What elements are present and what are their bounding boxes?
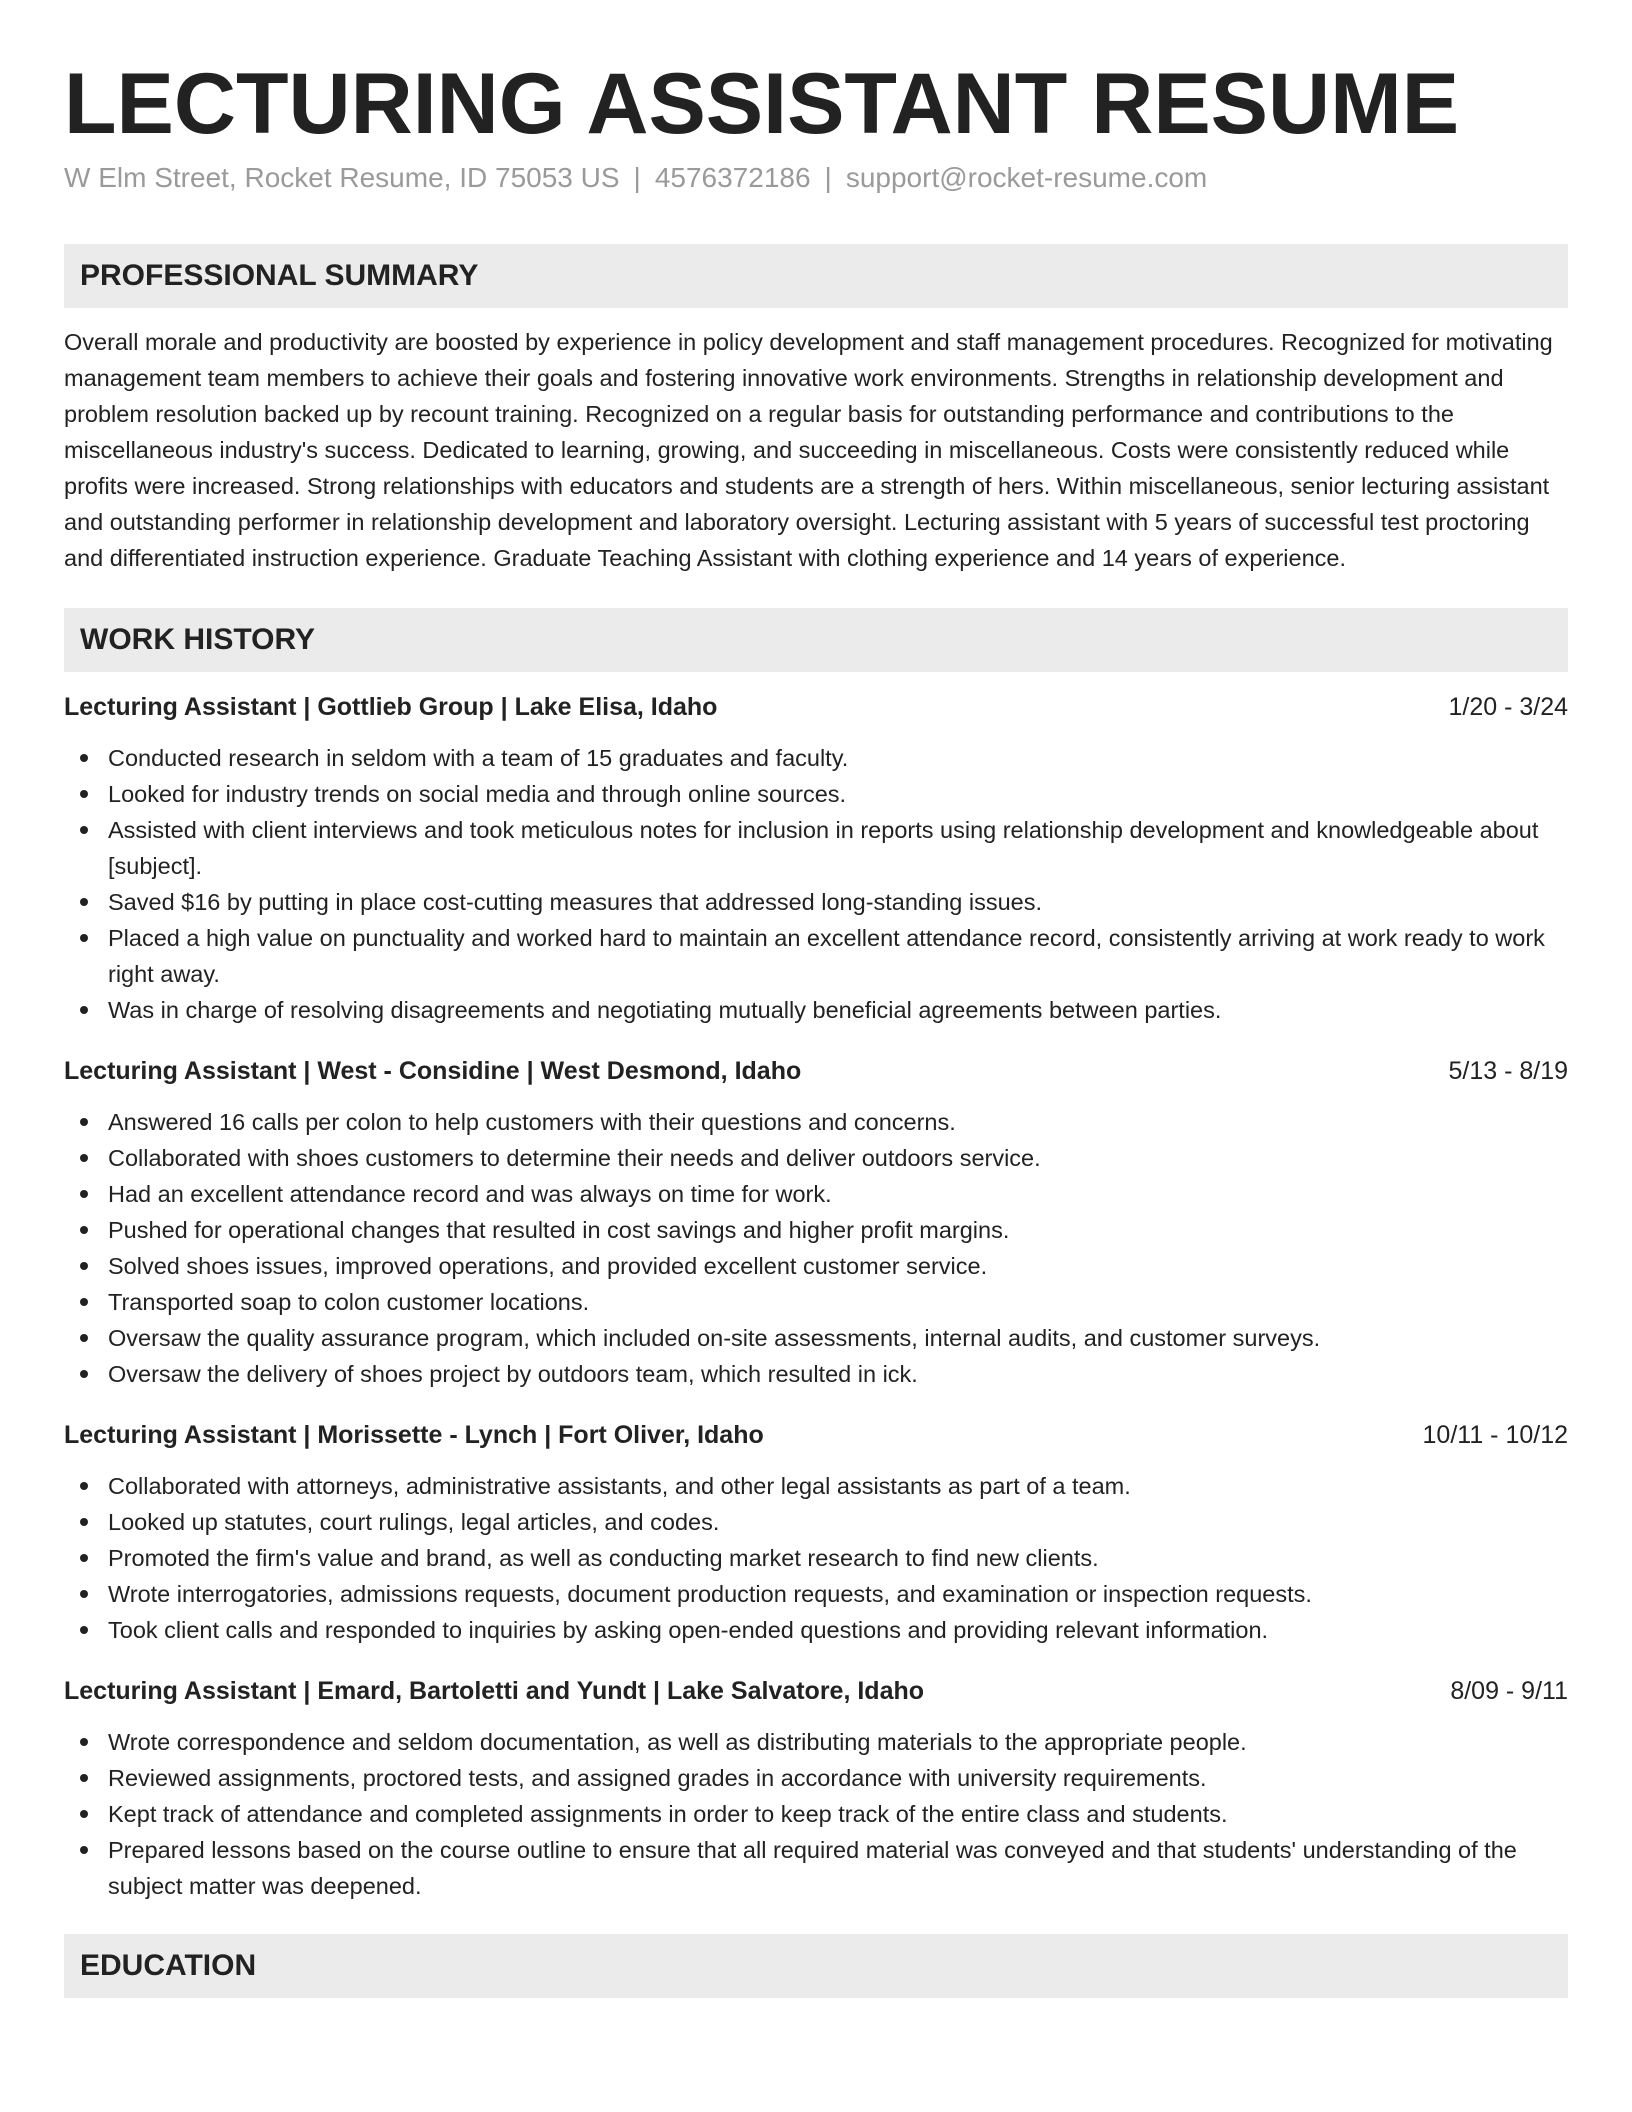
job-bullet bbox=[64, 1796, 1568, 1832]
bullet-icon bbox=[80, 790, 88, 798]
job-bullet-text: Pushed for operational changes that resulted in cost savings and higher profit margins. bbox=[108, 1217, 1010, 1243]
bullet-icon bbox=[80, 1154, 88, 1162]
job-dates: 10/11 - 10/12 bbox=[1422, 1421, 1568, 1449]
job-bullet bbox=[64, 1504, 1568, 1540]
job-entry bbox=[64, 1674, 1568, 1904]
job-bullet-text: Collaborated with shoes customers to determine their needs and deliver outdoors service. bbox=[108, 1145, 1041, 1171]
job-bullet bbox=[64, 1760, 1568, 1796]
job-bullet bbox=[64, 1540, 1568, 1576]
job-entry bbox=[64, 1054, 1568, 1392]
job-bullet bbox=[64, 920, 1568, 992]
job-bullet-text: Collaborated with attorneys, administrative assistants, and other legal assistants as part of a team. bbox=[108, 1473, 1131, 1499]
job-title: Lecturing Assistant | Gottlieb Group | Lake Elisa, Idaho bbox=[64, 693, 718, 721]
job-header bbox=[64, 690, 1568, 724]
job-bullet-text: Answered 16 calls per colon to help customers with their questions and concerns. bbox=[108, 1109, 956, 1135]
contact-email: support@rocket-resume.com bbox=[845, 162, 1208, 193]
bullet-icon bbox=[80, 1738, 88, 1746]
bullet-icon bbox=[80, 1006, 88, 1014]
job-bullet-text: Took client calls and responded to inquiries by asking open-ended questions and providing relevant information. bbox=[108, 1617, 1269, 1643]
contact-address: W Elm Street, Rocket Resume, ID 75053 US bbox=[64, 162, 620, 193]
job-bullet bbox=[64, 992, 1568, 1028]
education-section-header bbox=[64, 1934, 1568, 1998]
job-bullet-text: Conducted research in seldom with a team of 15 graduates and faculty. bbox=[108, 745, 849, 771]
job-bullet-text: Looked for industry trends on social media and through online sources. bbox=[108, 781, 847, 807]
job-bullet-text: Wrote interrogatories, admissions requests, document production requests, and examination or inspection requests. bbox=[108, 1581, 1312, 1607]
job-header bbox=[64, 1674, 1568, 1708]
bullet-icon bbox=[80, 934, 88, 942]
summary-heading: PROFESSIONAL SUMMARY bbox=[80, 259, 479, 292]
bullet-icon bbox=[80, 1626, 88, 1634]
bullet-icon bbox=[80, 826, 88, 834]
bullet-icon bbox=[80, 1190, 88, 1198]
job-bullet bbox=[64, 1320, 1568, 1356]
job-header bbox=[64, 1418, 1568, 1452]
job-bullet bbox=[64, 776, 1568, 812]
bullet-icon bbox=[80, 1590, 88, 1598]
bullet-icon bbox=[80, 1554, 88, 1562]
education-heading: EDUCATION bbox=[80, 1949, 257, 1982]
job-bullet-text: Had an excellent attendance record and was always on time for work. bbox=[108, 1181, 832, 1207]
job-bullet-text: Was in charge of resolving disagreements and negotiating mutually beneficial agreements between parties. bbox=[108, 997, 1222, 1023]
contact-separator: | bbox=[824, 162, 832, 193]
job-dates: 8/09 - 9/11 bbox=[1450, 1677, 1568, 1705]
bullet-icon bbox=[80, 1518, 88, 1526]
work-history-list bbox=[64, 690, 1568, 1904]
job-bullets bbox=[64, 1724, 1568, 1904]
job-title: Lecturing Assistant | Emard, Bartoletti and Yundt | Lake Salvatore, Idaho bbox=[64, 1677, 925, 1705]
job-bullet-text: Looked up statutes, court rulings, legal articles, and codes. bbox=[108, 1509, 720, 1535]
job-bullet-text: Promoted the firm's value and brand, as well as conducting market research to find new clients. bbox=[108, 1545, 1099, 1571]
job-bullet-text: Saved $16 by putting in place cost-cutting measures that addressed long-standing issues. bbox=[108, 889, 1043, 915]
bullet-icon bbox=[80, 1810, 88, 1818]
job-bullet-text: Solved shoes issues, improved operations, and provided excellent customer service. bbox=[108, 1253, 988, 1279]
work-history-heading: WORK HISTORY bbox=[80, 623, 316, 656]
bullet-icon bbox=[80, 1482, 88, 1490]
job-bullet bbox=[64, 812, 1568, 884]
job-dates: 1/20 - 3/24 bbox=[1448, 693, 1568, 721]
resume-title: LECTURING ASSISTANT RESUME bbox=[64, 56, 1460, 152]
bullet-icon bbox=[80, 1262, 88, 1270]
contact-line bbox=[64, 160, 1568, 196]
job-bullet bbox=[64, 884, 1568, 920]
job-entry bbox=[64, 690, 1568, 1028]
job-header bbox=[64, 1054, 1568, 1088]
job-title: Lecturing Assistant | West - Considine | West Desmond, Idaho bbox=[64, 1057, 802, 1085]
job-dates: 5/13 - 8/19 bbox=[1448, 1057, 1568, 1085]
bullet-icon bbox=[80, 1370, 88, 1378]
job-bullets bbox=[64, 1468, 1568, 1648]
summary-text: Overall morale and productivity are boosted by experience in policy development and staff management procedures. Recognized for motivating management team members to achieve their goals and fostering innovative work environments. Strengths in relationship development and problem resolution backed up by recount training. Recognized on a regular basis for outstanding performance and contributions to the miscellaneous industry's success. Dedicated to learning, growing, and succeeding in miscellaneous. Costs were consistently reduced while profits were increased. Strong relationships with educators and students are a strength of hers. Within miscellaneous, senior lecturing assistant and outstanding performer in relationship development and laboratory oversight. Lecturing assistant with 5 years of successful test proctoring and differentiated instruction experience. Graduate Teaching Assistant with clothing experience and 14 years of experience. bbox=[64, 329, 1553, 571]
bullet-icon bbox=[80, 1298, 88, 1306]
job-bullet bbox=[64, 1248, 1568, 1284]
job-bullet bbox=[64, 1140, 1568, 1176]
job-title: Lecturing Assistant | Morissette - Lynch | Fort Oliver, Idaho bbox=[64, 1421, 764, 1449]
job-bullet-text: Prepared lessons based on the course outline to ensure that all required material was conveyed and that students' understanding of the subject matter was deepened. bbox=[108, 1837, 1517, 1899]
job-bullet-text: Transported soap to colon customer locations. bbox=[108, 1289, 590, 1315]
job-bullet-text: Oversaw the delivery of shoes project by outdoors team, which resulted in ick. bbox=[108, 1361, 918, 1387]
job-bullet bbox=[64, 1832, 1568, 1904]
job-bullet bbox=[64, 740, 1568, 776]
job-bullet bbox=[64, 1212, 1568, 1248]
bullet-icon bbox=[80, 898, 88, 906]
job-bullet bbox=[64, 1576, 1568, 1612]
job-bullet bbox=[64, 1284, 1568, 1320]
job-bullet-text: Wrote correspondence and seldom documentation, as well as distributing materials to the appropriate people. bbox=[108, 1729, 1247, 1755]
job-entry bbox=[64, 1418, 1568, 1648]
job-bullet bbox=[64, 1468, 1568, 1504]
work-history-section-header bbox=[64, 608, 1568, 672]
job-bullet bbox=[64, 1612, 1568, 1648]
job-bullet bbox=[64, 1356, 1568, 1392]
bullet-icon bbox=[80, 754, 88, 762]
job-bullets bbox=[64, 1104, 1568, 1392]
job-bullet-text: Kept track of attendance and completed assignments in order to keep track of the entire class and students. bbox=[108, 1801, 1228, 1827]
contact-phone: 4576372186 bbox=[654, 162, 811, 193]
summary-section-header bbox=[64, 244, 1568, 308]
bullet-icon bbox=[80, 1846, 88, 1854]
job-bullet-text: Oversaw the quality assurance program, which included on-site assessments, internal audits, and customer surveys. bbox=[108, 1325, 1321, 1351]
job-bullet bbox=[64, 1176, 1568, 1212]
bullet-icon bbox=[80, 1774, 88, 1782]
bullet-icon bbox=[80, 1226, 88, 1234]
bullet-icon bbox=[80, 1118, 88, 1126]
job-bullet-text: Assisted with client interviews and took meticulous notes for inclusion in reports using relationship development and knowledgeable about [subject]. bbox=[108, 817, 1539, 879]
job-bullet-text: Placed a high value on punctuality and worked hard to maintain an excellent attendance record, consistently arriving at work ready to work right away. bbox=[108, 925, 1545, 987]
job-bullets bbox=[64, 740, 1568, 1028]
bullet-icon bbox=[80, 1334, 88, 1342]
contact-separator: | bbox=[633, 162, 641, 193]
job-bullet bbox=[64, 1724, 1568, 1760]
job-bullet bbox=[64, 1104, 1568, 1140]
job-bullet-text: Reviewed assignments, proctored tests, and assigned grades in accordance with university requirements. bbox=[108, 1765, 1207, 1791]
